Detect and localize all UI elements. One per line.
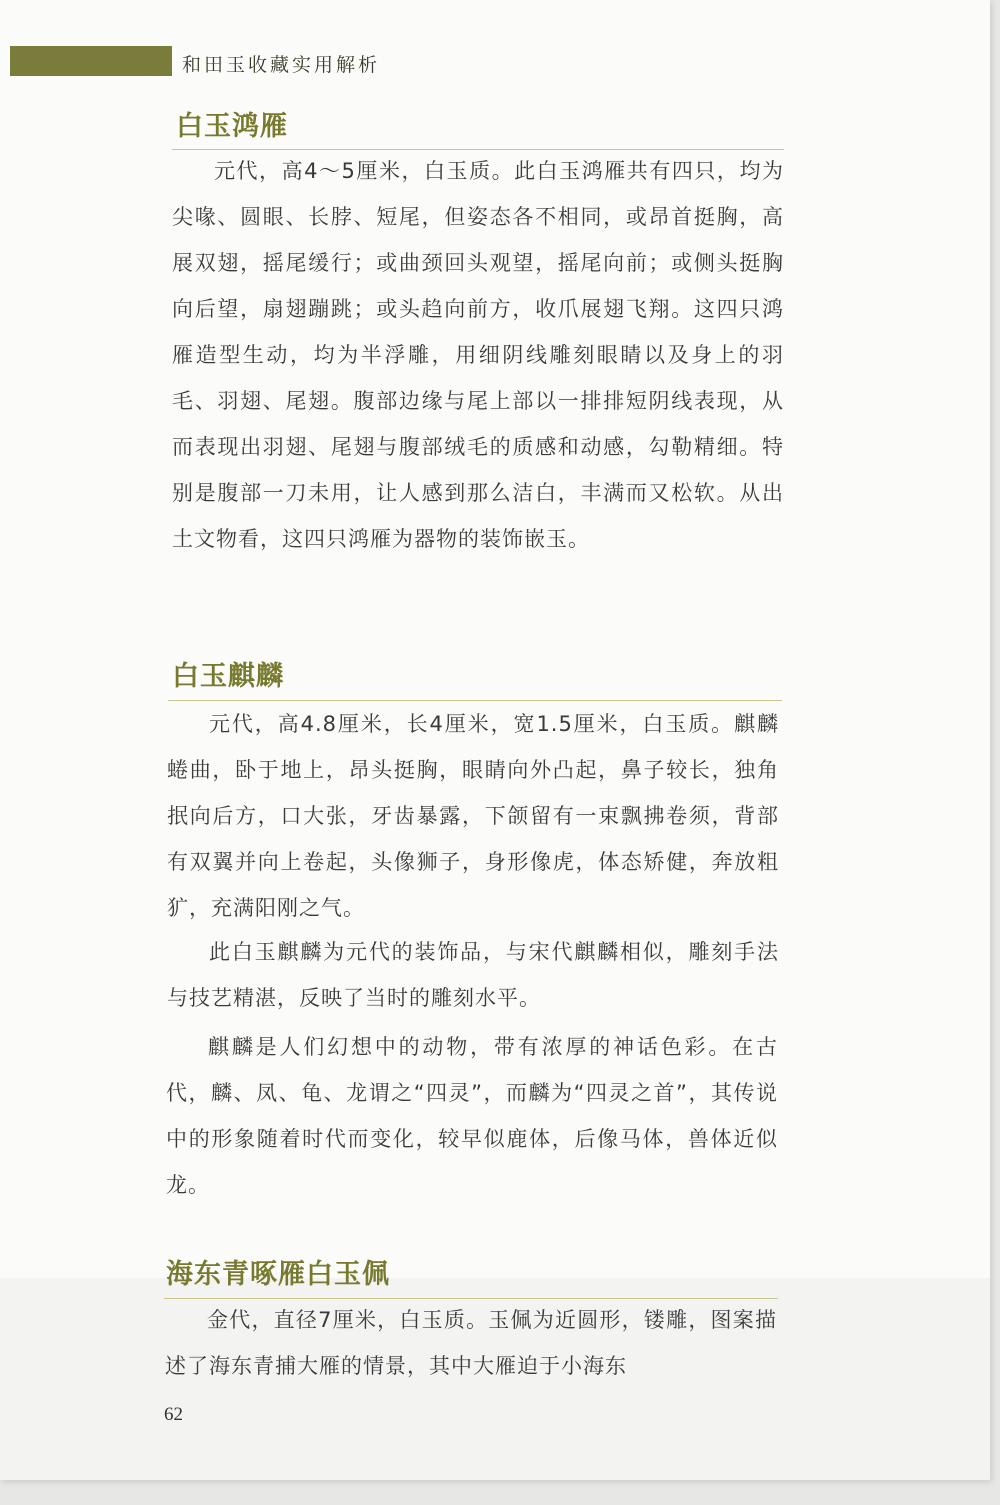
section-heading: 白玉鸿雁 (176, 111, 288, 142)
header-color-bar (10, 46, 172, 76)
section-paragraph: 此白玉麒麟为元代的装饰品，与宋代麒麟相似，雕刻手法与技艺精湛，反映了当时的雕刻水平。 (167, 940, 779, 1010)
page-number: 62 (164, 1404, 183, 1425)
section-heading: 海东青啄雁白玉佩 (166, 1259, 390, 1290)
running-header-title: 和田玉收藏实用解析 (182, 54, 381, 76)
section-heading: 白玉麒麟 (172, 661, 284, 692)
section-paragraph: 麒麟是人们幻想中的动物，带有浓厚的神话色彩。在古代，麟、凤、龟、龙谓之“四灵”，而麟为“四灵之首”，其传说中的形象随着时代而变化，较早似鹿体，后像马体，兽体近似龙。 (166, 1035, 778, 1197)
section-paragraph: 元代，高4～5厘米，白玉质。此白玉鸿雁共有四只，均为尖喙、圆眼、长脖、短尾，但姿态各不相同，或昂首挺胸，高展双翅，摇尾缓行；或曲颈回头观望，摇尾向前；或侧头挺胸向后望，扇翅蹦跳；或头趋向前方，收爪展翅飞翔。这四只鸿雁造型生动，均为半浮雕，用细阴线雕刻眼睛以及身上的羽毛、羽翅、尾翅。腹部边缘与尾上部以一排排短阴线表现，从而表现出羽翅、尾翅与腹部绒毛的质感和动感，勾勒精细。特别是腹部一刀未用，让人感到那么洁白，丰满而又松软。从出土文物看，这四只鸿雁为器物的装饰嵌玉。 (172, 159, 784, 551)
section-paragraph: 元代，高4.8厘米，长4厘米，宽1.5厘米，白玉质。麒麟蜷曲，卧于地上，昂头挺胸，眼睛向外凸起，鼻子较长，独角抿向后方，口大张，牙齿暴露，下颌留有一束飘拂卷须，背部有双翼并向上卷起，头像狮子，身形像虎，体态矫健，奔放粗犷，充满阳刚之气。 (167, 712, 779, 920)
section-paragraph: 金代，直径7厘米，白玉质。玉佩为近圆形，镂雕，图案描述了海东青捕大雁的情景，其中大雁迫于小海东 (165, 1308, 777, 1378)
